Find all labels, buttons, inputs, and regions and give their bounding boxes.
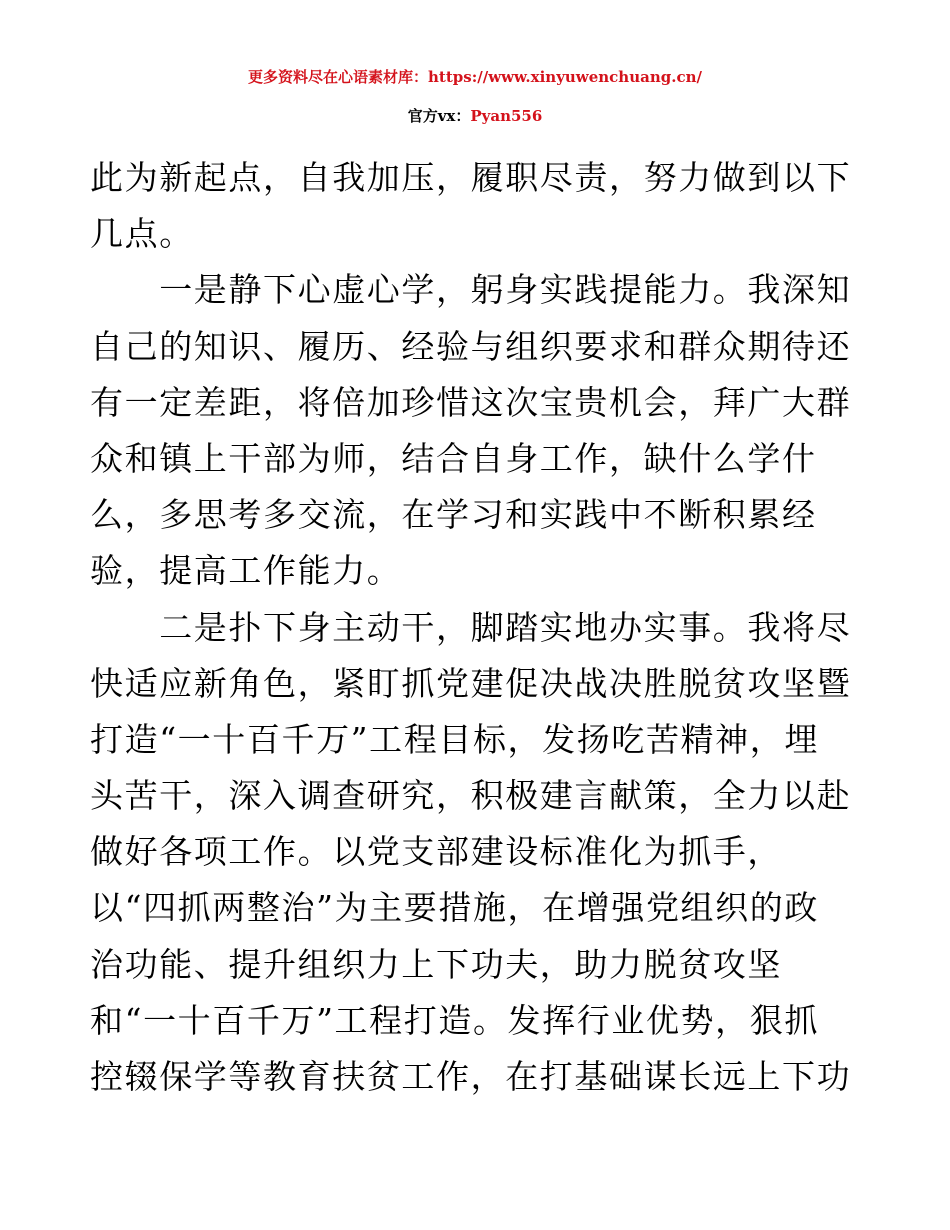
body-line: 此为新起点，自我加压，履职尽责，努力做到以下	[90, 158, 852, 197]
body-line: 么，多思考多交流，在学习和实践中不断积累经	[90, 495, 817, 535]
body-line: 控辍保学等教育扶贫工作，在打基础谋长远上下功	[90, 1057, 852, 1096]
body-line: 头苦干，深入调查研究，积极建言献策，全力以赴	[90, 776, 852, 816]
body-line: 做好各项工作。以党支部建设标准化为抓手，	[90, 832, 782, 872]
body-line: 快适应新角色，紧盯抓党建促决战决胜脱贫攻坚暨	[90, 663, 852, 703]
body-line: 以“四抓两整治”为主要措施，在增强党组织的政	[90, 888, 819, 928]
body-line: 打造“一十百千万”工程目标，发扬吃苦精神，埋	[90, 719, 819, 759]
body-line: 众和镇上干部为师，结合自身工作，缺什么学什	[90, 438, 817, 478]
body-line: 验，提高工作能力。	[90, 551, 402, 591]
body-line: 和“一十百千万”工程打造。发挥行业优势，狠抓	[90, 1000, 819, 1040]
body-line: 自己的知识、履历、经验与组织要求和群众期待还	[90, 326, 852, 366]
body-line: 治功能、提升组织力上下功夫，助力脱贫攻坚	[90, 944, 782, 984]
official-wechat-header	[0, 105, 950, 127]
body-line: 一是静下心虚心学，躬身实践提能力。我深知	[90, 270, 852, 310]
resource-link-header[interactable]: 更多资料尽在心语素材库：https://www.xinyuwenchuang.cn/	[248, 68, 702, 86]
wechat-label: 官方vx：	[407, 107, 471, 125]
body-line: 有一定差距，将倍加珍惜这次宝贵机会，拜广大群	[90, 382, 852, 422]
body-line: 几点。	[90, 214, 194, 254]
document-body	[90, 150, 860, 1105]
wechat-id: Pyan556	[470, 107, 543, 125]
body-line: 二是扑下身主动干，脚踏实地办实事。我将尽	[90, 607, 852, 647]
